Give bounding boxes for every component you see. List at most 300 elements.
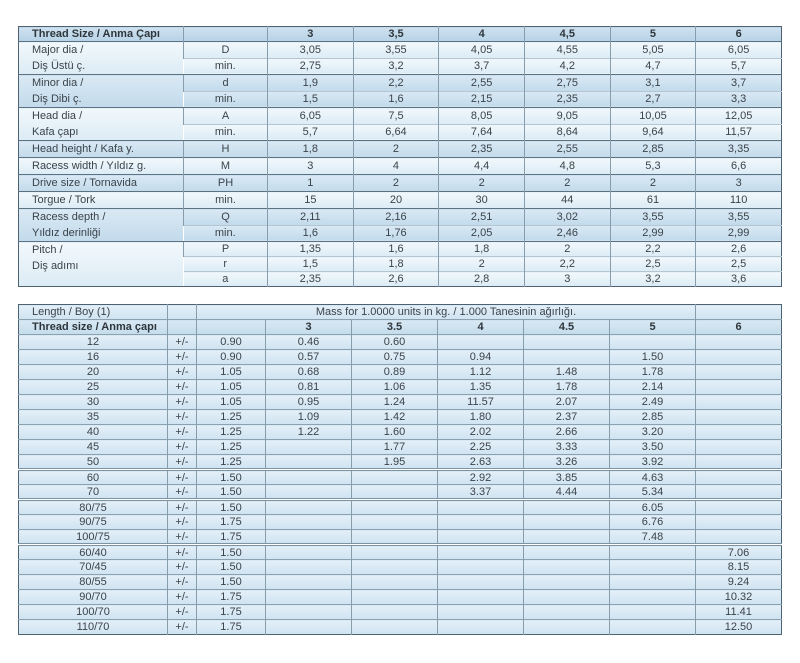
mass-value-cell: 2.14 [610, 380, 696, 395]
mass-row [19, 335, 782, 350]
spec-row [19, 158, 782, 175]
length-cell: 80/75 [19, 500, 168, 515]
spec-value-cell: 3,55 [696, 209, 782, 226]
tolerance-cell: 1.50 [197, 470, 266, 485]
mass-value-cell [352, 530, 438, 545]
mass-value-cell [352, 605, 438, 620]
mass-value-cell: 5.34 [610, 485, 696, 500]
spec-value-cell: 2,6 [696, 242, 782, 257]
tolerance-sign-cell: +/- [168, 410, 197, 425]
mass-value-cell: 1.77 [352, 440, 438, 455]
mass-title-cell: Mass for 1.0000 units in kg. / 1.000 Tanesinin ağırlığı. [197, 305, 696, 320]
spec-group-label-line: Yıldız derinliği [32, 227, 101, 239]
mass-size-header: 4 [438, 320, 524, 335]
mass-value-cell: 1.95 [352, 455, 438, 470]
mass-value-cell: 3.26 [524, 455, 610, 470]
spec-value-cell: 61 [610, 192, 696, 209]
spec-header-symbol [184, 27, 268, 42]
tolerance-sign-cell: +/- [168, 395, 197, 410]
tolerance-cell: 1.75 [197, 620, 266, 635]
tolerance-sign-cell: +/- [168, 575, 197, 590]
spec-value-cell: 2,16 [353, 209, 439, 226]
spec-value-cell: 2,75 [268, 58, 354, 75]
mass-value-cell: 1.42 [352, 410, 438, 425]
spec-value-cell: 2,7 [610, 91, 696, 108]
mass-row [19, 545, 782, 560]
spec-value-cell: 6,64 [353, 124, 439, 141]
spec-value-cell: 1,6 [353, 242, 439, 257]
tolerance-sign-cell: +/- [168, 485, 197, 500]
spec-value-cell: 3,6 [696, 272, 782, 287]
mass-value-cell: 1.48 [524, 365, 610, 380]
tolerance-cell: 1.05 [197, 380, 266, 395]
mass-value-cell [696, 440, 782, 455]
mass-row [19, 500, 782, 515]
spec-value-cell: 2,46 [524, 225, 610, 242]
spec-value-cell: 3 [524, 272, 610, 287]
spec-value-cell: 44 [524, 192, 610, 209]
spec-value-cell: 110 [696, 192, 782, 209]
mass-header-row [19, 320, 782, 335]
spec-value-cell: 5,7 [696, 58, 782, 75]
mass-value-cell [524, 350, 610, 365]
spec-row [19, 75, 782, 92]
spec-value-cell: 1,5 [268, 91, 354, 108]
spec-value-cell: 2,8 [439, 272, 525, 287]
spec-value-cell: 2,85 [610, 141, 696, 158]
mass-value-cell [438, 530, 524, 545]
length-cell: 110/70 [19, 620, 168, 635]
mass-value-cell [438, 515, 524, 530]
mass-value-cell: 3.20 [610, 425, 696, 440]
tolerance-cell: 1.50 [197, 575, 266, 590]
spec-group-label-line: Head dia / [32, 110, 83, 122]
spec-value-cell: 2,5 [610, 257, 696, 272]
spec-value-cell: 5,7 [268, 124, 354, 141]
mass-row [19, 620, 782, 635]
mass-row [19, 605, 782, 620]
length-cell: 100/75 [19, 530, 168, 545]
tolerance-cell: 1.05 [197, 365, 266, 380]
mass-value-cell [266, 485, 352, 500]
spec-row [19, 192, 782, 209]
spec-value-cell: 1 [268, 175, 354, 192]
length-cell: 70/45 [19, 560, 168, 575]
mass-value-cell [696, 515, 782, 530]
spec-value-cell: 1,76 [353, 225, 439, 242]
mass-value-cell [696, 365, 782, 380]
tolerance-sign-cell: +/- [168, 515, 197, 530]
spec-group-label [19, 192, 184, 209]
mass-value-cell [352, 590, 438, 605]
mass-value-cell [352, 575, 438, 590]
mass-row [19, 560, 782, 575]
spec-symbol-cell: P [184, 242, 268, 257]
mass-value-cell [352, 515, 438, 530]
mass-value-cell [438, 575, 524, 590]
mass-value-cell [352, 485, 438, 500]
mass-value-cell [696, 395, 782, 410]
mass-value-cell: 2.92 [438, 470, 524, 485]
spec-symbol-cell: r [184, 257, 268, 272]
spec-value-cell: 1,35 [268, 242, 354, 257]
spec-value-cell: 3,05 [268, 42, 354, 59]
mass-value-cell [266, 575, 352, 590]
spec-value-cell: 8,64 [524, 124, 610, 141]
tolerance-cell: 0.90 [197, 335, 266, 350]
spec-group-label [19, 141, 184, 158]
spec-row [19, 42, 782, 59]
mass-value-cell: 11.41 [696, 605, 782, 620]
spec-symbol-cell: M [184, 158, 268, 175]
mass-value-cell: 1.78 [610, 365, 696, 380]
spec-row [19, 108, 782, 125]
spec-group-label-line: Torgue / Tork [32, 194, 96, 206]
spec-value-cell: 2 [353, 175, 439, 192]
mass-value-cell [266, 560, 352, 575]
mass-value-cell [696, 470, 782, 485]
spec-value-cell: 6,05 [696, 42, 782, 59]
mass-value-cell [610, 590, 696, 605]
spec-symbol-cell: d [184, 75, 268, 92]
spec-symbol-cell: Q [184, 209, 268, 226]
spec-value-cell: 1,6 [268, 225, 354, 242]
mass-value-cell [266, 500, 352, 515]
mass-value-cell [696, 425, 782, 440]
spec-group-label-line: Racess depth / [32, 211, 106, 223]
spec-group-label-line: Racess width / Yıldız g. [32, 160, 147, 172]
spec-value-cell: 1,8 [353, 257, 439, 272]
spec-size-header: 6 [696, 27, 782, 42]
spec-size-header: 4,5 [524, 27, 610, 42]
length-cell: 70 [19, 485, 168, 500]
spec-value-cell: 4 [353, 158, 439, 175]
spec-value-cell: 6,6 [696, 158, 782, 175]
length-cell: 30 [19, 395, 168, 410]
tolerance-sign-cell: +/- [168, 605, 197, 620]
spec-symbol-cell: min. [184, 124, 268, 141]
mass-value-cell [696, 380, 782, 395]
mass-row [19, 470, 782, 485]
tolerance-sign-cell: +/- [168, 470, 197, 485]
tolerance-cell: 0.90 [197, 350, 266, 365]
tolerance-sign-cell: +/- [168, 365, 197, 380]
tolerance-sign-cell: +/- [168, 425, 197, 440]
length-cell: 100/70 [19, 605, 168, 620]
spec-size-header: 3 [268, 27, 354, 42]
spec-value-cell: 7,5 [353, 108, 439, 125]
length-cell: 50 [19, 455, 168, 470]
tolerance-cell: 1.50 [197, 485, 266, 500]
spec-group-label-line: Kafa çapı [32, 126, 79, 138]
spec-value-cell: 15 [268, 192, 354, 209]
mass-value-cell: 9.24 [696, 575, 782, 590]
mass-value-cell [438, 560, 524, 575]
spec-value-cell: 2,99 [610, 225, 696, 242]
mass-value-cell: 3.33 [524, 440, 610, 455]
mass-value-cell: 0.57 [266, 350, 352, 365]
tolerance-cell: 1.05 [197, 395, 266, 410]
mass-value-cell [352, 560, 438, 575]
tolerance-cell: 1.25 [197, 425, 266, 440]
spec-value-cell: 2,2 [353, 75, 439, 92]
spec-group-label-line: Pitch / [32, 244, 63, 256]
spec-value-cell: 1,9 [268, 75, 354, 92]
spec-symbol-cell: a [184, 272, 268, 287]
length-title-cell: Length / Boy (1) [19, 305, 168, 320]
mass-value-cell [438, 620, 524, 635]
mass-value-cell: 3.37 [438, 485, 524, 500]
mass-size-header: 5 [610, 320, 696, 335]
mass-value-cell [266, 440, 352, 455]
spec-row [19, 141, 782, 158]
mass-value-cell [610, 605, 696, 620]
mass-value-cell [524, 515, 610, 530]
mass-row [19, 365, 782, 380]
mass-size-header: 3 [266, 320, 352, 335]
mass-value-cell [438, 335, 524, 350]
mass-row [19, 455, 782, 470]
mass-value-cell: 7.06 [696, 545, 782, 560]
length-cell: 12 [19, 335, 168, 350]
spec-group-label [19, 175, 184, 192]
mass-value-cell: 0.46 [266, 335, 352, 350]
spec-value-cell: 1,8 [439, 242, 525, 257]
tolerance-sign-cell: +/- [168, 545, 197, 560]
spec-value-cell: 2,35 [268, 272, 354, 287]
spec-symbol-cell: min. [184, 192, 268, 209]
mass-value-cell: 1.22 [266, 425, 352, 440]
mass-value-cell [266, 455, 352, 470]
tolerance-sign-cell: +/- [168, 590, 197, 605]
spec-group-label-line: Head height / Kafa y. [32, 143, 134, 155]
mass-value-cell [696, 500, 782, 515]
mass-value-cell [352, 500, 438, 515]
mass-value-cell: 1.60 [352, 425, 438, 440]
mass-value-cell: 2.25 [438, 440, 524, 455]
tolerance-sign-cell: +/- [168, 335, 197, 350]
spec-value-cell: 3,55 [353, 42, 439, 59]
mass-value-cell [696, 410, 782, 425]
mass-value-cell: 7.48 [610, 530, 696, 545]
mass-value-cell: 0.68 [266, 365, 352, 380]
mass-table-body [19, 305, 782, 635]
spec-value-cell: 10,05 [610, 108, 696, 125]
spec-value-cell: 2 [439, 175, 525, 192]
mass-value-cell: 2.85 [610, 410, 696, 425]
spec-table [18, 26, 782, 287]
spec-value-cell: 3,7 [696, 75, 782, 92]
spec-value-cell: 3,1 [610, 75, 696, 92]
mass-value-cell [352, 470, 438, 485]
mass-row [19, 590, 782, 605]
mass-row [19, 425, 782, 440]
tolerance-cell: 1.50 [197, 560, 266, 575]
spec-header-row [19, 27, 782, 42]
mass-value-cell [696, 455, 782, 470]
tolerance-sign-cell: +/- [168, 350, 197, 365]
spec-value-cell: 3 [268, 158, 354, 175]
mass-value-cell [696, 350, 782, 365]
mass-value-cell: 3.50 [610, 440, 696, 455]
mass-value-cell [352, 620, 438, 635]
mass-row [19, 410, 782, 425]
spec-value-cell: 7,64 [439, 124, 525, 141]
spec-group-label [19, 158, 184, 175]
spec-group-label [19, 242, 184, 287]
tolerance-sign-cell: +/- [168, 455, 197, 470]
spec-value-cell: 2,55 [439, 75, 525, 92]
tolerance-sign-cell: +/- [168, 440, 197, 455]
length-cell: 60/40 [19, 545, 168, 560]
mass-value-cell [266, 605, 352, 620]
spec-value-cell: 4,4 [439, 158, 525, 175]
mass-value-cell: 1.78 [524, 380, 610, 395]
mass-value-cell: 0.95 [266, 395, 352, 410]
mass-row [19, 575, 782, 590]
mass-table [18, 304, 782, 635]
spec-value-cell: 4,55 [524, 42, 610, 59]
mass-value-cell: 2.49 [610, 395, 696, 410]
length-cell: 40 [19, 425, 168, 440]
tolerance-sign-cell: +/- [168, 380, 197, 395]
spec-value-cell: 2,35 [524, 91, 610, 108]
spec-value-cell: 30 [439, 192, 525, 209]
mass-value-cell [438, 545, 524, 560]
spec-value-cell: 3,2 [610, 272, 696, 287]
mass-value-cell: 2.02 [438, 425, 524, 440]
spec-value-cell: 1,5 [268, 257, 354, 272]
spec-value-cell: 3,35 [696, 141, 782, 158]
spec-value-cell: 9,05 [524, 108, 610, 125]
spec-row [19, 209, 782, 226]
spec-group-label [19, 42, 184, 75]
tolerance-cell: 1.50 [197, 545, 266, 560]
spec-table-body [19, 27, 782, 287]
mass-value-cell: 0.81 [266, 380, 352, 395]
length-cell: 60 [19, 470, 168, 485]
spec-value-cell: 4,05 [439, 42, 525, 59]
spec-value-cell: 5,3 [610, 158, 696, 175]
mass-value-cell: 1.35 [438, 380, 524, 395]
mass-value-cell [266, 515, 352, 530]
length-cell: 20 [19, 365, 168, 380]
mass-value-cell: 10.32 [696, 590, 782, 605]
spec-value-cell: 3 [696, 175, 782, 192]
spec-value-cell: 4,2 [524, 58, 610, 75]
spec-row [19, 242, 782, 257]
mass-value-cell [352, 545, 438, 560]
tolerance-sign-cell: +/- [168, 560, 197, 575]
length-cell: 16 [19, 350, 168, 365]
tolerance-cell: 1.75 [197, 605, 266, 620]
spec-value-cell: 3,7 [439, 58, 525, 75]
spec-value-cell: 2,55 [524, 141, 610, 158]
mass-value-cell: 4.44 [524, 485, 610, 500]
mass-value-cell [610, 620, 696, 635]
spec-value-cell: 2,2 [524, 257, 610, 272]
mass-value-cell: 0.89 [352, 365, 438, 380]
spec-group-label-line: Diş adımı [32, 260, 79, 272]
spec-value-cell: 4,8 [524, 158, 610, 175]
mass-value-cell [266, 545, 352, 560]
spec-symbol-cell: min. [184, 58, 268, 75]
spec-symbol-cell: H [184, 141, 268, 158]
tolerance-cell: 1.75 [197, 590, 266, 605]
tolerance-sign-cell: +/- [168, 530, 197, 545]
mass-value-cell [266, 590, 352, 605]
mass-value-cell: 2.07 [524, 395, 610, 410]
spec-value-cell: 5,05 [610, 42, 696, 59]
spec-size-header: 4 [439, 27, 525, 42]
spec-value-cell: 2 [524, 175, 610, 192]
length-cell: 25 [19, 380, 168, 395]
spec-symbol-cell: A [184, 108, 268, 125]
spec-group-label-line: Diş Dibi ç. [32, 93, 82, 105]
spec-value-cell: 2,75 [524, 75, 610, 92]
spec-value-cell: 3,02 [524, 209, 610, 226]
mass-value-cell [524, 560, 610, 575]
mass-value-cell: 2.66 [524, 425, 610, 440]
spec-value-cell: 2 [610, 175, 696, 192]
mass-value-cell: 6.76 [610, 515, 696, 530]
mass-value-cell [610, 545, 696, 560]
spec-header-label: Thread Size / Anma Çapı [19, 27, 184, 42]
tolerance-cell: 1.50 [197, 500, 266, 515]
spacer-cell [168, 305, 197, 320]
mass-value-cell [610, 560, 696, 575]
mass-row [19, 395, 782, 410]
length-cell: 90/75 [19, 515, 168, 530]
spec-value-cell: 2,11 [268, 209, 354, 226]
tolerance-cell: 1.75 [197, 515, 266, 530]
mass-value-cell: 3.92 [610, 455, 696, 470]
mass-value-cell [696, 335, 782, 350]
mass-title-row [19, 305, 782, 320]
spec-row [19, 175, 782, 192]
spec-value-cell: 2 [524, 242, 610, 257]
spacer-cell [696, 305, 782, 320]
tolerance-sign-cell: +/- [168, 500, 197, 515]
spec-value-cell: 8,05 [439, 108, 525, 125]
mass-value-cell [524, 335, 610, 350]
spec-symbol-cell: min. [184, 91, 268, 108]
spec-value-cell: 12,05 [696, 108, 782, 125]
mass-value-cell [696, 530, 782, 545]
mass-value-cell: 2.63 [438, 455, 524, 470]
spec-value-cell: 2,05 [439, 225, 525, 242]
mass-value-cell [266, 620, 352, 635]
mass-value-cell [610, 335, 696, 350]
spacer-cell [197, 320, 266, 335]
spec-group-label-line: Minor dia / [32, 77, 84, 89]
mass-value-cell: 1.50 [610, 350, 696, 365]
spec-group-label-line: Diş Üstü ç. [32, 60, 86, 72]
mass-value-cell [438, 590, 524, 605]
mass-value-cell [610, 575, 696, 590]
spec-value-cell: 9,64 [610, 124, 696, 141]
spec-value-cell: 3,2 [353, 58, 439, 75]
mass-row [19, 380, 782, 395]
spec-size-header: 3,5 [353, 27, 439, 42]
spec-value-cell: 2,51 [439, 209, 525, 226]
mass-value-cell: 3.85 [524, 470, 610, 485]
length-cell: 45 [19, 440, 168, 455]
mass-value-cell: 1.80 [438, 410, 524, 425]
length-cell: 90/70 [19, 590, 168, 605]
spec-value-cell: 2,5 [696, 257, 782, 272]
spec-value-cell: 3,55 [610, 209, 696, 226]
